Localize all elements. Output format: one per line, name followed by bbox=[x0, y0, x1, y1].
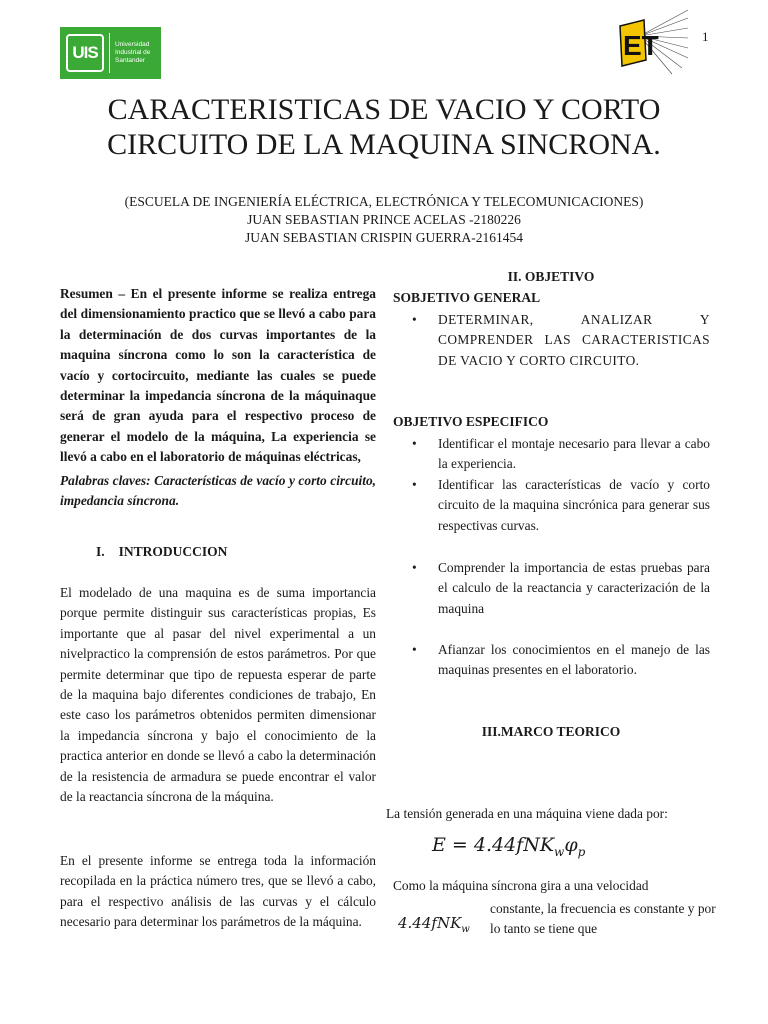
et-logo-icon bbox=[612, 8, 690, 78]
university-name: Universidad Industrial de Santander bbox=[115, 41, 151, 64]
voltage-formula bbox=[432, 834, 585, 859]
specific-objective-heading: OBJETIVO ESPECIFICO bbox=[393, 414, 549, 429]
list-item-text: Identificar las características de vacío y corto circuito de la maquina sincrónica para generar sus respectivas curvas. bbox=[438, 476, 710, 533]
school-line: (ESCUELA DE INGENIERÍA ELÉCTRICA, ELECTRÓNICA Y TELECOMUNICACIONES) bbox=[124, 194, 644, 209]
formula-phi: φ bbox=[564, 834, 578, 856]
general-objective-list bbox=[410, 310, 710, 371]
formula-subscript: w bbox=[554, 844, 565, 859]
specific-objective-list bbox=[410, 640, 710, 681]
bullet-icon: • bbox=[412, 560, 417, 575]
list-item-text: Afianzar los conocimientos en el manejo de las maquinas presentes en el laboratorio. bbox=[438, 642, 710, 678]
list-item bbox=[410, 558, 710, 619]
theory-paragraph-2: Como la máquina síncrona gira a una velocidad bbox=[393, 878, 649, 893]
list-item-text: DETERMINAR, ANALIZAR Y COMPRENDER LAS CARACTERISTICAS DE VACIO Y CORTO CIRCUITO. bbox=[438, 312, 710, 368]
formula-subscript: p bbox=[577, 844, 586, 859]
specific-objective-list bbox=[410, 434, 710, 536]
bullet-icon: • bbox=[412, 476, 417, 492]
introduction-paragraph-1: El modelado de una maquina es de suma importancia porque permite distinguir sus características propias, Es importante que al pasar del nivel experimental a un nivelpractico la comprensión de estos parámetros. Por que permite determinar que tipo de repuesta esperar de parte de la maquina bajo diferentes condiciones de trabajo, En este caso los parámetros obtenidos permiten dimensionar la impedancia síncrona y bajo el conocimiento de la practica anterior en donde se llevó a cabo la determinación de la resistencia de armadura se puede encontrar el valor de la reactancia síncrona de la máquina. bbox=[60, 585, 376, 805]
constant-formula bbox=[398, 914, 470, 935]
paper-title: CARACTERISTICAS DE VACIO Y CORTO CIRCUITO DE LA MAQUINA SINCRONA. bbox=[107, 93, 661, 161]
abstract: Resumen – En el presente informe se realiza entrega del dimensionamiento practico que se llevó a cabo para la determinación de dos curvas importantes de la maquina síncrona como lo son la característica de vacío y cortocircuito, mediante las cuales se puede determinar la impedancia síncrona de la máquinaque será de gran ayuda para el respectivo proceso de generar el modelo de la máquina, La experiencia se llevó a cabo en el laboratorio de máquinas eléctricas, bbox=[60, 286, 376, 465]
list-item bbox=[410, 310, 710, 371]
authors-block bbox=[40, 193, 728, 247]
uis-mark-icon: UIS bbox=[66, 34, 104, 72]
list-item bbox=[410, 434, 710, 475]
keywords: Palabras claves: Características de vacío y corto circuito, impedancia síncrona. bbox=[60, 473, 376, 509]
bullet-icon: • bbox=[412, 436, 417, 451]
bullet-icon: • bbox=[412, 642, 417, 657]
formula-subscript: w bbox=[461, 924, 470, 935]
list-item-text: Identificar el montaje necesario para llevar a cabo la experiencia. bbox=[438, 436, 710, 472]
university-logo bbox=[60, 27, 161, 79]
author-1: JUAN SEBASTIAN PRINCE ACELAS -2180226 bbox=[247, 212, 521, 227]
theory-paragraph-1: La tensión generada en una máquina viene dada por: bbox=[386, 806, 668, 821]
specific-objective-list bbox=[410, 558, 710, 619]
section-heading-introduction bbox=[60, 544, 376, 560]
section-heading-theory: III.MARCO TEORICO bbox=[481, 724, 621, 739]
list-item-text: Comprender la importancia de estas pruebas para el calculo de la reactancia y caracterización de la maquina bbox=[438, 560, 710, 616]
introduction-paragraph-2: En el presente informe se entrega toda la información recopilada en la práctica número tres, que se llevó a cabo, para el respectivo análisis de las curvas y el cálculo necesario para determinar los parámetros de la máquina. bbox=[60, 853, 376, 930]
et-logo-text: ET bbox=[623, 30, 659, 61]
general-objective-heading: SOBJETIVO GENERAL bbox=[393, 290, 541, 305]
section-heading-objective: II. OBJETIVO bbox=[507, 269, 595, 284]
bullet-icon: • bbox=[412, 312, 418, 327]
list-item bbox=[410, 475, 710, 536]
author-2: JUAN SEBASTIAN CRISPIN GUERRA-2161454 bbox=[245, 230, 523, 245]
page-number: 1 bbox=[702, 29, 709, 44]
formula-text: E = 4.44fNK bbox=[432, 834, 555, 856]
section-number: I. bbox=[96, 544, 105, 559]
theory-paragraph-3: constante, la frecuencia es constante y por lo tanto se tiene que bbox=[490, 901, 716, 937]
formula-text: 4.44fNK bbox=[398, 914, 462, 932]
logo-divider bbox=[109, 33, 110, 73]
list-item bbox=[410, 640, 710, 681]
section-title: INTRODUCCION bbox=[118, 544, 228, 559]
